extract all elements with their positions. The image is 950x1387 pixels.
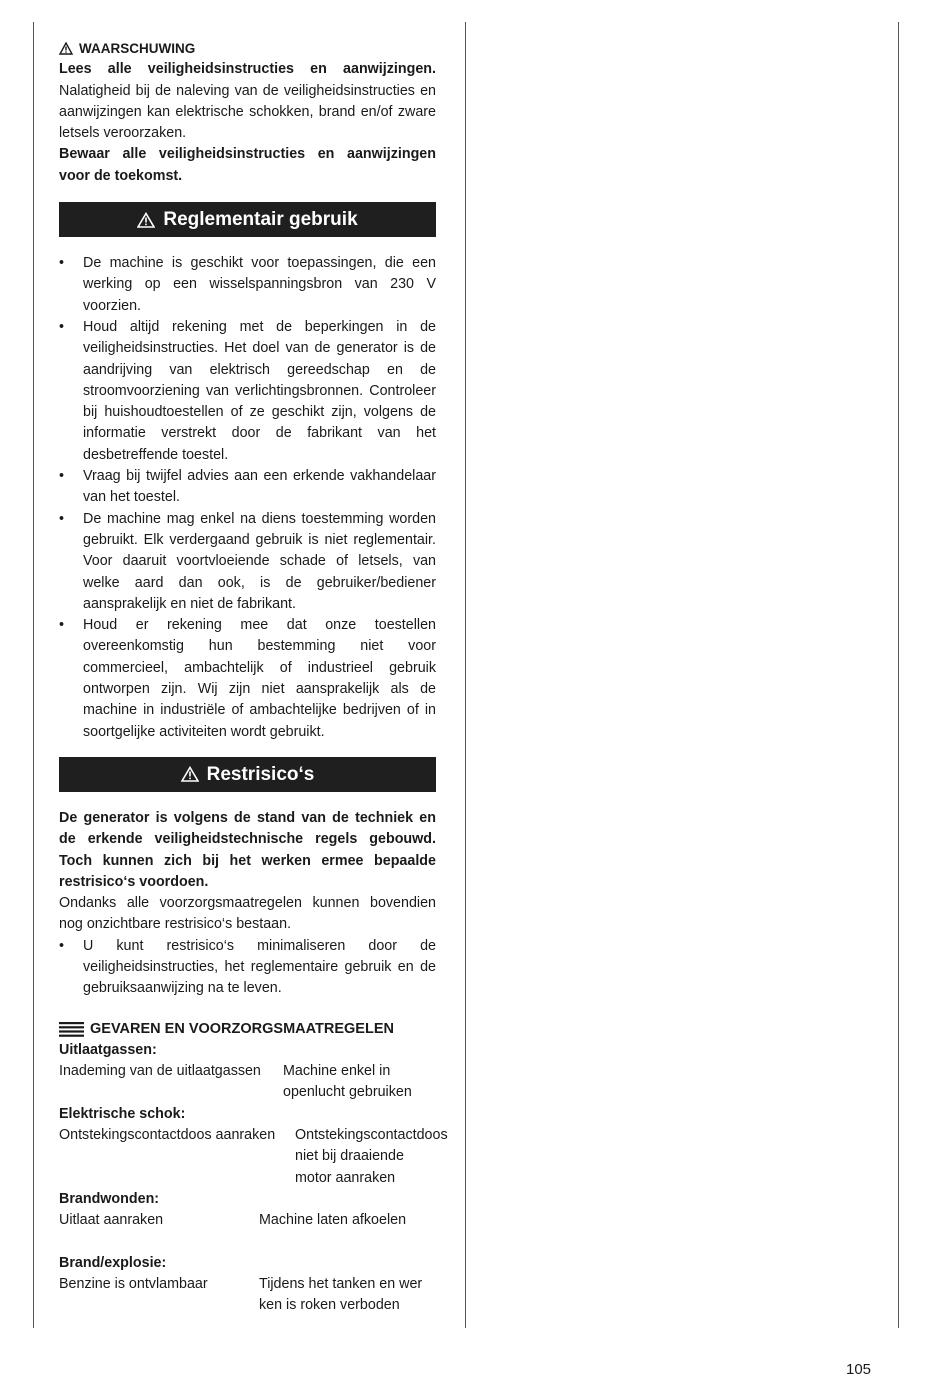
list-lines-icon	[59, 1022, 84, 1037]
hazard-measure: Ontstekingscontactdoos niet bij draaiende motor aanraken	[295, 1127, 448, 1186]
warning-title: WAARSCHUWING	[79, 41, 196, 56]
hazard-heading: Brandwonden:	[59, 1190, 160, 1207]
hazard-row	[59, 1274, 436, 1317]
hazard-row	[59, 1210, 436, 1231]
hazard-cause: Benzine is ontvlambaar	[59, 1276, 208, 1293]
center-column-rule	[465, 22, 466, 1328]
hazard-group	[59, 1104, 448, 1189]
left-column	[59, 38, 448, 1317]
hazard-row	[59, 1125, 448, 1189]
section-title: Reglementair gebruik	[163, 208, 358, 230]
hazards-heading	[59, 1019, 436, 1040]
hazard-heading: Elektrische schok:	[59, 1105, 186, 1122]
warning-heading	[59, 38, 436, 59]
hazards-title: GEVAREN EN VOORZORGSMAATREGELEN	[90, 1020, 394, 1037]
hazard-cause: Ontstekingscontactdoos aanraken	[59, 1127, 276, 1144]
warning-triangle-icon	[181, 766, 199, 782]
restrisico-list	[59, 936, 436, 1000]
hazard-measure: Machine laten afkoelen	[259, 1212, 407, 1229]
restrisico-intro: De generator is volgens de stand van de techniek en de erkende veiligheidstechnische regels gebouwd. Toch kunnen zich bij het werken ermee bepaalde restrisico‘s voordoen.	[59, 809, 436, 890]
hazard-cause: Uitlaat aanraken	[59, 1212, 164, 1229]
hazard-heading: Brand/explosie:	[59, 1254, 167, 1271]
page-number: 105	[846, 1361, 872, 1378]
warning-lead: Lees alle veiligheidsinstructies en aanwijzingen.	[59, 61, 436, 78]
warning-paragraph	[59, 59, 436, 144]
restrisico-text: Ondanks alle voorzorgsmaatregelen kunnen bovendien nog onzichtbare restrisico‘s bestaan.	[59, 895, 436, 933]
section-banner-restrisicos	[59, 757, 436, 792]
list-item: • Houd altijd rekening met de beperkingen in de veiligheidsinstructies. Het doel van de generator is de aandrijving van elektrisch gereedschap en de stroomvoorziening van verlichtingsbronnen. Controleer bij huishoudtoestellen of ze geschikt zijn, volgens de informatie verstrekt door de fabrikant van het desbetreffende toestel.	[59, 317, 436, 466]
reglementair-list	[59, 253, 436, 743]
list-item: • De machine mag enkel na diens toestemming worden gebruikt. Elk verdergaand gebruik is niet reglementair. Voor daaruit voortvloeiende schade of letsels, van welke aard dan ook, is de gebruiker/bediener aansprakelijk en niet de fabrikant.	[59, 509, 436, 615]
warning-triangle-icon	[137, 212, 155, 228]
section-banner-reglementair	[59, 202, 436, 237]
hazard-measure: Tijdens het tanken en wer ken is roken verboden	[259, 1276, 423, 1314]
hazard-group	[59, 1189, 436, 1232]
hazard-heading: Uitlaatgassen:	[59, 1041, 157, 1058]
list-item: • De machine is geschikt voor toepassingen, die een werking op een wisselspanningsbron van 230 V voorzien.	[59, 253, 436, 317]
hazard-group	[59, 1253, 436, 1317]
hazard-cause: Inademing van de uitlaatgassen	[59, 1063, 261, 1080]
list-item: • U kunt restrisico‘s minimaliseren door de veiligheidsinstructies, het reglementaire gebruik en de gebruiksaanwijzing na te leven.	[59, 936, 436, 1000]
warning-body: Nalatigheid bij de naleving van de veiligheidsinstructies en aanwijzingen kan elektrische schokken, brand en/of zware letsels veroorzaken.	[59, 82, 436, 142]
warning-keep: Bewaar alle veiligheidsinstructies en aanwijzingen voor de toekomst.	[59, 146, 436, 184]
warning-triangle-icon	[59, 42, 73, 55]
spacer	[59, 1232, 436, 1253]
left-column-rule	[33, 22, 34, 1328]
hazard-row	[59, 1061, 436, 1104]
right-column-rule	[898, 22, 899, 1328]
list-item: • Vraag bij twijfel advies aan een erkende vakhandelaar van het toestel.	[59, 466, 436, 509]
hazard-group	[59, 1040, 436, 1104]
section-title: Restrisico‘s	[206, 763, 315, 785]
hazard-measure: Machine enkel in openlucht gebruiken	[283, 1063, 412, 1101]
list-item: • Houd er rekening mee dat onze toestellen overeenkomstig hun bestemming niet voor commercieel, ambachtelijk of industrieel gebruik ontworpen zijn. Wij zijn niet aansprakelijk als de machine in industriële of ambachtelijke bedrijven of in soortgelijke activiteiten wordt gebruikt.	[59, 615, 436, 743]
